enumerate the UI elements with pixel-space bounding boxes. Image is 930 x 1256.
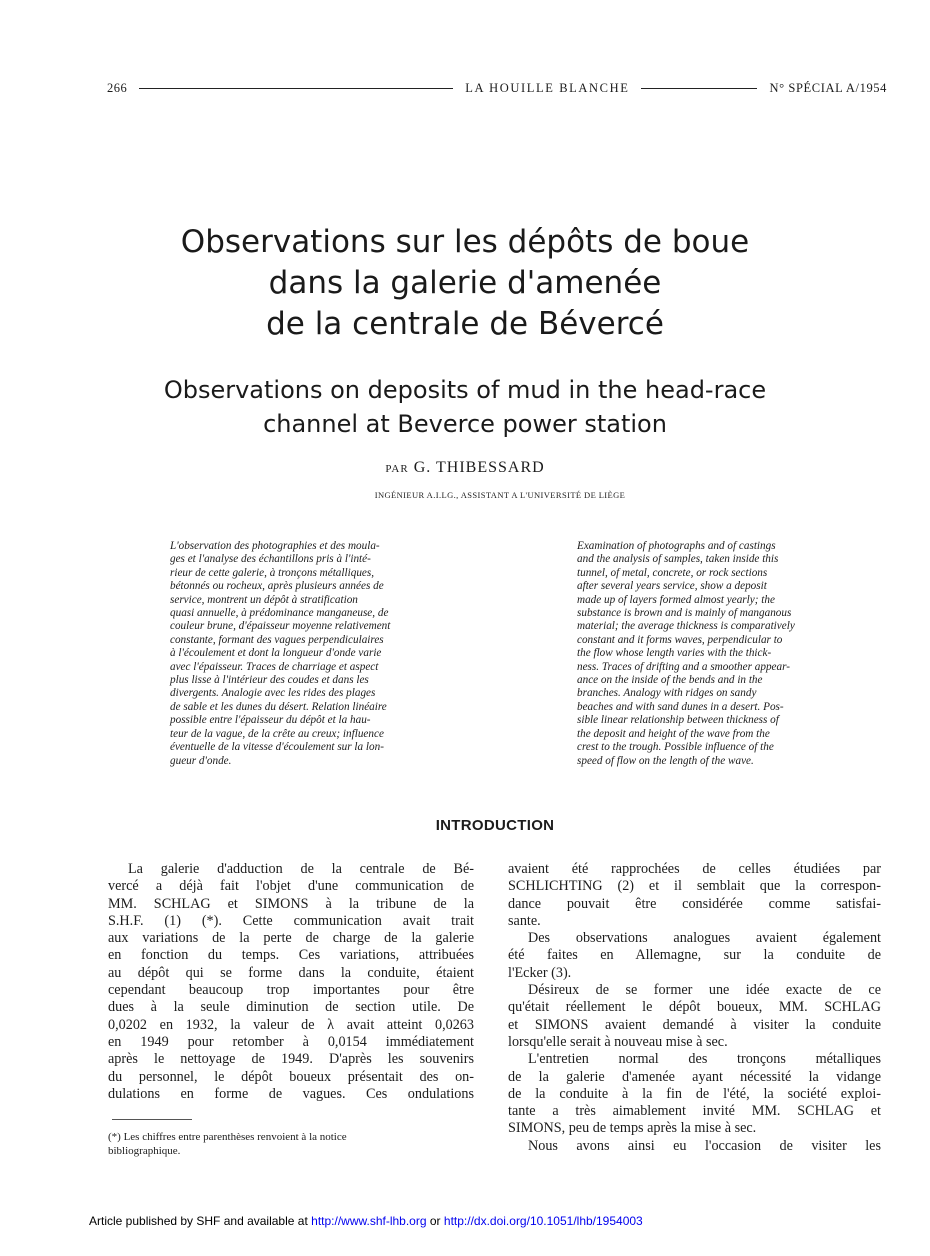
body-line: Des observations analogues avaient également: [528, 930, 881, 947]
body-line: tante a très aimablement invité MM. SCHLAG et: [508, 1103, 881, 1120]
abstract-line: after several years service, show a deposit: [577, 580, 767, 593]
abstract-line: service, montrent un dépôt à stratification: [170, 593, 358, 606]
header-rule-right: [641, 88, 757, 89]
body-line: aux variations de la perte de charge de la galerie: [108, 930, 474, 947]
title-french-line: dans la galerie d'amenée: [268, 265, 662, 301]
abstract-line: substance is brown and is mainly of manganous: [577, 607, 792, 620]
byline-prefix: PAR: [385, 463, 409, 475]
body-line: La galerie d'adduction de la centrale de Bé-: [128, 861, 474, 877]
title-english: [0, 373, 930, 441]
body-line: L'entretien normal des tronçons métalliques: [528, 1051, 881, 1068]
abstract-french: [170, 540, 477, 768]
body-line: avaient été rapprochées de celles étudiées par: [508, 861, 881, 877]
footnote-line: bibliographique.: [108, 1145, 181, 1157]
abstract-line: speed of flow on the length of the wave.: [577, 754, 754, 767]
credit-or: or: [429, 1214, 441, 1228]
header-rule-left: [139, 88, 453, 89]
journal-name: LA HOUILLE BLANCHE: [465, 80, 630, 95]
abstract-line: ness. Traces of drifting and a smoother appear-: [577, 660, 790, 673]
body-line: SCHLICHTING (2) et il semblait que la correspon-: [508, 878, 881, 895]
body-line: qu'était réellement le dépôt boueux, MM. SCHLAG: [508, 999, 881, 1016]
footnote-line: (*) Les chiffres entre parenthèses renvoient à la notice: [108, 1131, 347, 1143]
body-line: SIMONS, peu de temps après la mise à sec.: [508, 1120, 757, 1137]
title-french-line: de la centrale de Bévercé: [266, 306, 664, 342]
abstract-english: [577, 540, 884, 768]
author-name: G. THIBESSARD: [413, 459, 545, 476]
body-line: de la conduite à la fin de l'été, la société exploi-: [508, 1085, 881, 1102]
author-affiliation: INGÉNIEUR A.I.LG., ASSISTANT A L'UNIVERSITÉ DE LIÈGE: [374, 490, 626, 500]
abstract-line: teur de la vague, de la crête au creux; influence: [170, 727, 384, 740]
body-column-right: [508, 861, 881, 1155]
abstract-line: L'observation des photographies et des moula-: [170, 540, 380, 552]
abstract-line: plus lisse à l'intérieur des coudes et dans les: [170, 674, 369, 687]
issue-number: N° SPÉCIAL A/1954: [769, 80, 887, 95]
body-line: et SIMONS avaient demandé à visiter la conduite: [508, 1016, 881, 1033]
body-line: S.H.F. (1) (*). Cette communication avait trait: [108, 912, 474, 929]
abstract-line: avec l'épaisseur. Traces de charriage et aspect: [170, 660, 379, 673]
abstract-line: possible entre l'épaisseur du dépôt et la hau-: [170, 714, 371, 727]
title-french-line: Observations sur les dépôts de boue: [180, 224, 750, 260]
publisher-credit: [89, 1214, 643, 1228]
body-line: dance pouvait être considérée comme satisfai-: [508, 895, 881, 912]
abstract-line: Examination of photographs and of castings: [577, 540, 776, 552]
body-line: au dépôt qui se forme dans la conduite, étaient: [108, 964, 474, 981]
abstract-line: de sable et les dunes du désert. Relation linéaire: [170, 700, 387, 713]
abstract-line: gueur d'onde.: [170, 754, 232, 767]
title-french: [0, 222, 930, 345]
abstract-line: quasi annuelle, à prédominance manganeuse, de: [170, 607, 389, 620]
title-english-line: Observations on deposits of mud in the head-race: [163, 376, 767, 404]
abstract-line: tunnel, of metal, concrete, or rock sections: [577, 566, 768, 579]
abstract-line: couleur brune, d'épaisseur moyenne relativement: [170, 620, 391, 633]
body-line: été faites en Allemagne, sur la conduite de: [508, 947, 881, 964]
body-line: dues à la seule diminution de section utile. De: [108, 999, 474, 1016]
body-line: Nous avons ainsi eu l'occasion de visiter les: [528, 1137, 881, 1154]
footnote-rule: [112, 1119, 192, 1120]
abstract-line: divergents. Analogie avec les rides des plages: [170, 687, 376, 700]
abstract-line: ance on the inside of the bends and in the: [577, 674, 763, 687]
body-line: MM. SCHLAG et SIMONS à la tribune de la: [108, 895, 474, 912]
body-line: vercé a déjà fait l'objet d'une communication de: [108, 878, 474, 895]
doi-link[interactable]: http://dx.doi.org/10.1051/lhb/1954003: [443, 1214, 643, 1228]
body-line: Désireux de se former une idée exacte de ce: [528, 982, 881, 999]
running-header: [107, 79, 887, 97]
abstract-line: crest to the trough. Possible influence of the: [577, 741, 774, 754]
section-heading: INTRODUCTION: [435, 817, 555, 834]
abstract-line: rieur de cette galerie, à tronçons métalliques,: [170, 566, 375, 579]
body-line: en fonction du temps. Ces variations, attribuées: [108, 947, 474, 964]
abstract-line: bétonnés ou rocheux, après plusieurs années de: [170, 580, 384, 593]
abstract-line: sible linear relationship between thickness of: [577, 714, 779, 727]
body-line: en 1949 pour retomber à 0,0154 immédiatement: [108, 1033, 474, 1050]
body-line: l'Ecker (3).: [508, 964, 572, 981]
credit-text: Article published by SHF and available at: [89, 1214, 308, 1228]
abstract-line: and the analysis of samples, taken inside this: [577, 553, 779, 566]
body-line: 0,0202 en 1932, la valeur de λ avait atteint 0,0263: [108, 1016, 474, 1033]
abstract-line: à l'écoulement et dont la longueur d'onde varie: [170, 647, 382, 660]
abstract-line: the flow whose length varies with the thick-: [577, 647, 772, 660]
shf-lhb-link[interactable]: http://www.shf-lhb.org: [311, 1214, 427, 1228]
body-line: sante.: [508, 912, 541, 929]
byline: [0, 459, 930, 477]
body-column-left: [108, 861, 474, 1103]
abstract-line: constante, formant des vagues perpendiculaires: [170, 633, 384, 646]
footnote: [108, 1130, 478, 1158]
body-line: cependant beaucoup trop importantes pour être: [108, 982, 474, 999]
page-number: 266: [107, 80, 128, 95]
body-line: après le nettoyage de 1949. D'après les souvenirs: [108, 1051, 474, 1068]
abstract-line: material; the average thickness is comparatively: [577, 620, 795, 633]
abstract-line: the deposit and height of the wave from the: [577, 727, 770, 740]
body-line: du personnel, le dépôt boueux présentait des on-: [108, 1068, 474, 1085]
abstract-line: made up of layers formed almost yearly; the: [577, 593, 775, 606]
abstract-line: éventuelle de la vitesse d'écoulement sur la lon-: [170, 741, 384, 754]
abstract-line: branches. Analogy with ridges on sandy: [577, 687, 757, 700]
body-line: de la galerie d'amenée ayant nécessité la vidange: [508, 1068, 881, 1085]
abstract-line: beaches and with sand dunes in a desert. Pos-: [577, 700, 784, 713]
title-english-line: channel at Beverce power station: [263, 410, 667, 438]
body-line: lorsqu'elle serait à nouveau mise à sec.: [508, 1033, 728, 1050]
body-line: dulations en forme de vagues. Ces ondulations: [108, 1085, 474, 1102]
abstract-line: ges et l'analyse des échantillons pris à l'inté-: [170, 553, 371, 566]
abstract-line: constant and it forms waves, perpendicular to: [577, 633, 783, 646]
